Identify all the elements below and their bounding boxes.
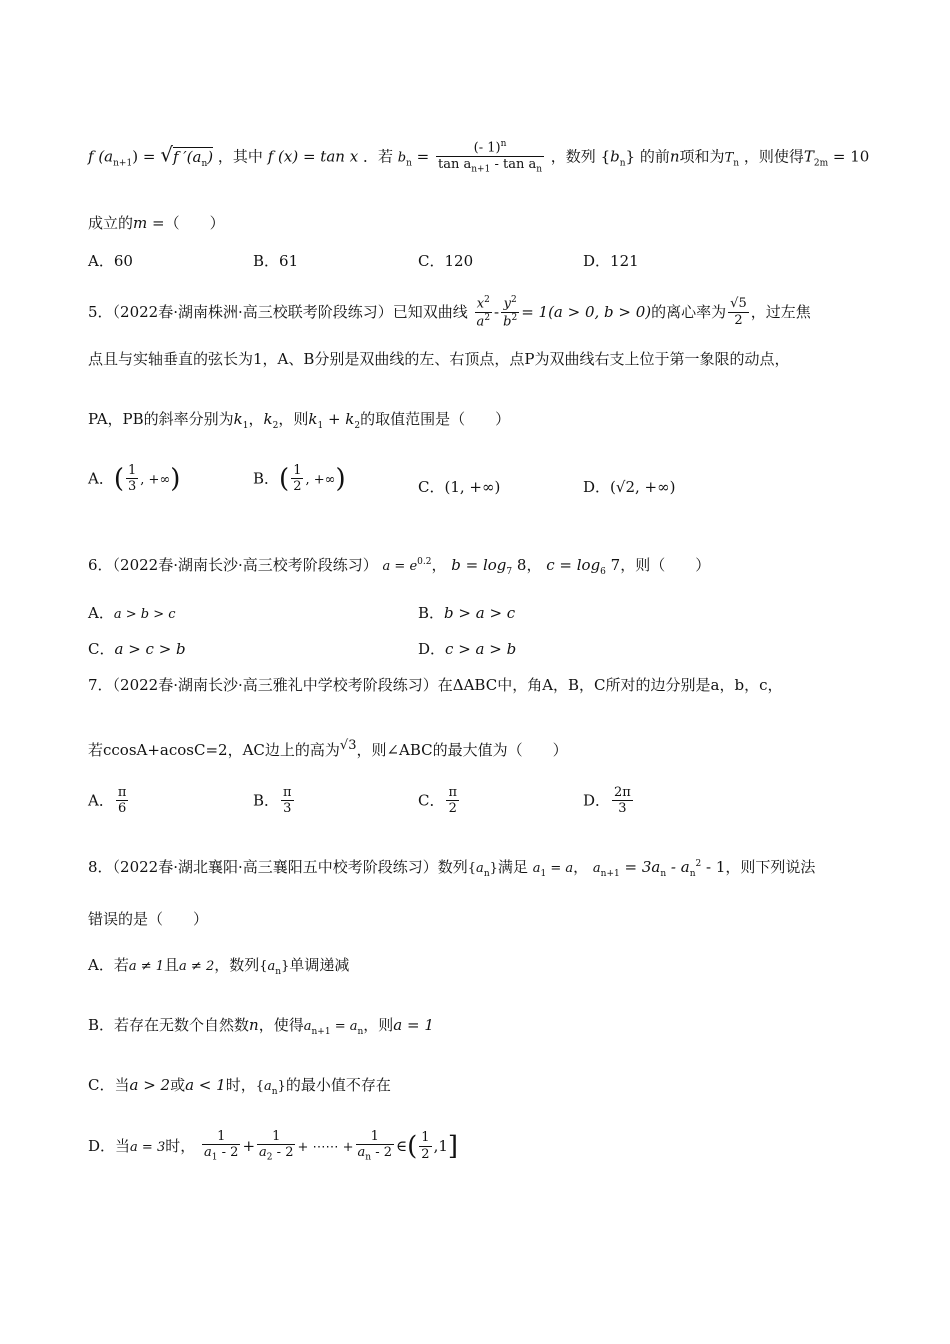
x2-a2-fraction: $\frac{x^2}{a^2}$ [476,295,491,329]
q4-option-b: B．61 [253,252,299,270]
q5-line1: 5．（2022春·湖南株洲·高三校联考阶段练习）已知双曲线 $\frac{x^2}{a^2}$ - $\frac{y^2}{b^2}$ = 1(a > 0, b > 0)的离心率为 $\frac{√5}{2}$ ，过左焦 [88,295,811,329]
q5-option-d: D．(√2, +∞) [583,478,676,496]
q4-f-expr: f (a [88,147,114,166]
q4-option-c: C．120 [418,252,474,270]
q7-option-a: A． $\frac{\pi}{6}$ [88,785,127,817]
q7-option-d: D． $\frac{2\pi}{3}$ [583,785,631,817]
q4-line2: 成立的m =（ ） [88,214,225,232]
sqrt5-over-2: $\frac{√5}{2}$ [730,296,747,328]
q7-option-c: C． $\frac{\pi}{2}$ [418,785,458,817]
q8-option-a: A．若a ≠ 1且a ≠ 2，数列$\{a_n\}$单调递减 [88,956,350,977]
q4-option-d: D．121 [583,252,639,270]
q7-line2: 若ccosA+acosC=2，AC边上的高为$^{√3}$，则∠ABC的最大值为（ ） [88,738,568,759]
q5-option-b: B．( $\frac{1}{2}$ , +∞) [253,463,346,495]
q6-option-b: B．b > a > c [418,604,516,622]
bn-fraction: $\frac{(- 1)^n}{\tan a_{n+1} - \tan a_n}$ [438,139,542,175]
q6-option-d: D．c > a > b [418,640,517,658]
q8-option-c: C．当a > 2或a < 1时，$\{a_n\}$的最小值不存在 [88,1076,391,1097]
q8-option-b: B．若存在无数个自然数n，使得$a_{n+1} = a_n$，则a = 1 [88,1016,434,1037]
q5-option-c: C．(1, +∞) [418,478,501,496]
q5-line2: 点且与实轴垂直的弦长为1，A、B分别是双曲线的左、右顶点，点P为双曲线右支上位于第一象限的动点， [88,350,790,368]
q6-option-c: C．a > c > b [88,640,186,658]
q4-option-a: A．60 [88,252,133,270]
q5-line3: PA，PB的斜率分别为$k_1$，$k_2$，则$k_1 + k_2$的取值范围是（ ） [88,410,511,431]
q8-option-d: D．当a = 3时， $\frac{1}{a_1 - 2}$ + $\frac{1}{a_2 - 2}$ + ⋯⋯ + $\frac{1}{a_n - 2}$ ∈( $\frac{1}{2}$ ,1] [88,1129,459,1163]
q7-line1: 7．（2022春·湖南长沙·高三雅礼中学校考阶段练习）在ΔABC中，角A，B，C所对的边分别是a，b，c， [88,676,783,694]
q4-line1: f $(a_{n+1}) = √f$ $'(a_n)$ ，其中 f (x) = tan x ．若 $b_n$ = $\frac{(- 1)^n}{\tan a_{n+1} - \tan a_n}$ ，数列 $\{b_n\}$ 的前n项和为$T_n$ ，则使得$T_{2m} = 10$ [88,139,870,175]
q8-line1: 8．（2022春·湖北襄阳·高三襄阳五中校考阶段练习）数列$\{a_n\}$满足 $a_1 = a$， $a_{n+1} = 3a_n - a_n^2 - 1$，则下列说法 [88,858,816,879]
q6-option-a: A．a > b > c [88,604,176,622]
q7-option-b: B． $\frac{\pi}{3}$ [253,785,292,817]
q6-line1: 6．（2022春·湖南长沙·高三校考阶段练习） $a = e^{0.2}$， $b = \log_7 8$， $c = \log_6 7$，则（ ） [88,556,711,577]
q8-line2: 错误的是（ ） [88,910,209,928]
y2-b2-fraction: $\frac{y^2}{b^2}$ [503,295,518,329]
q4-fx: f (x) = tan x [267,147,359,166]
q5-option-a: A．( $\frac{1}{3}$ , +∞) [88,463,181,495]
sqrt-sign: √ [160,142,173,167]
